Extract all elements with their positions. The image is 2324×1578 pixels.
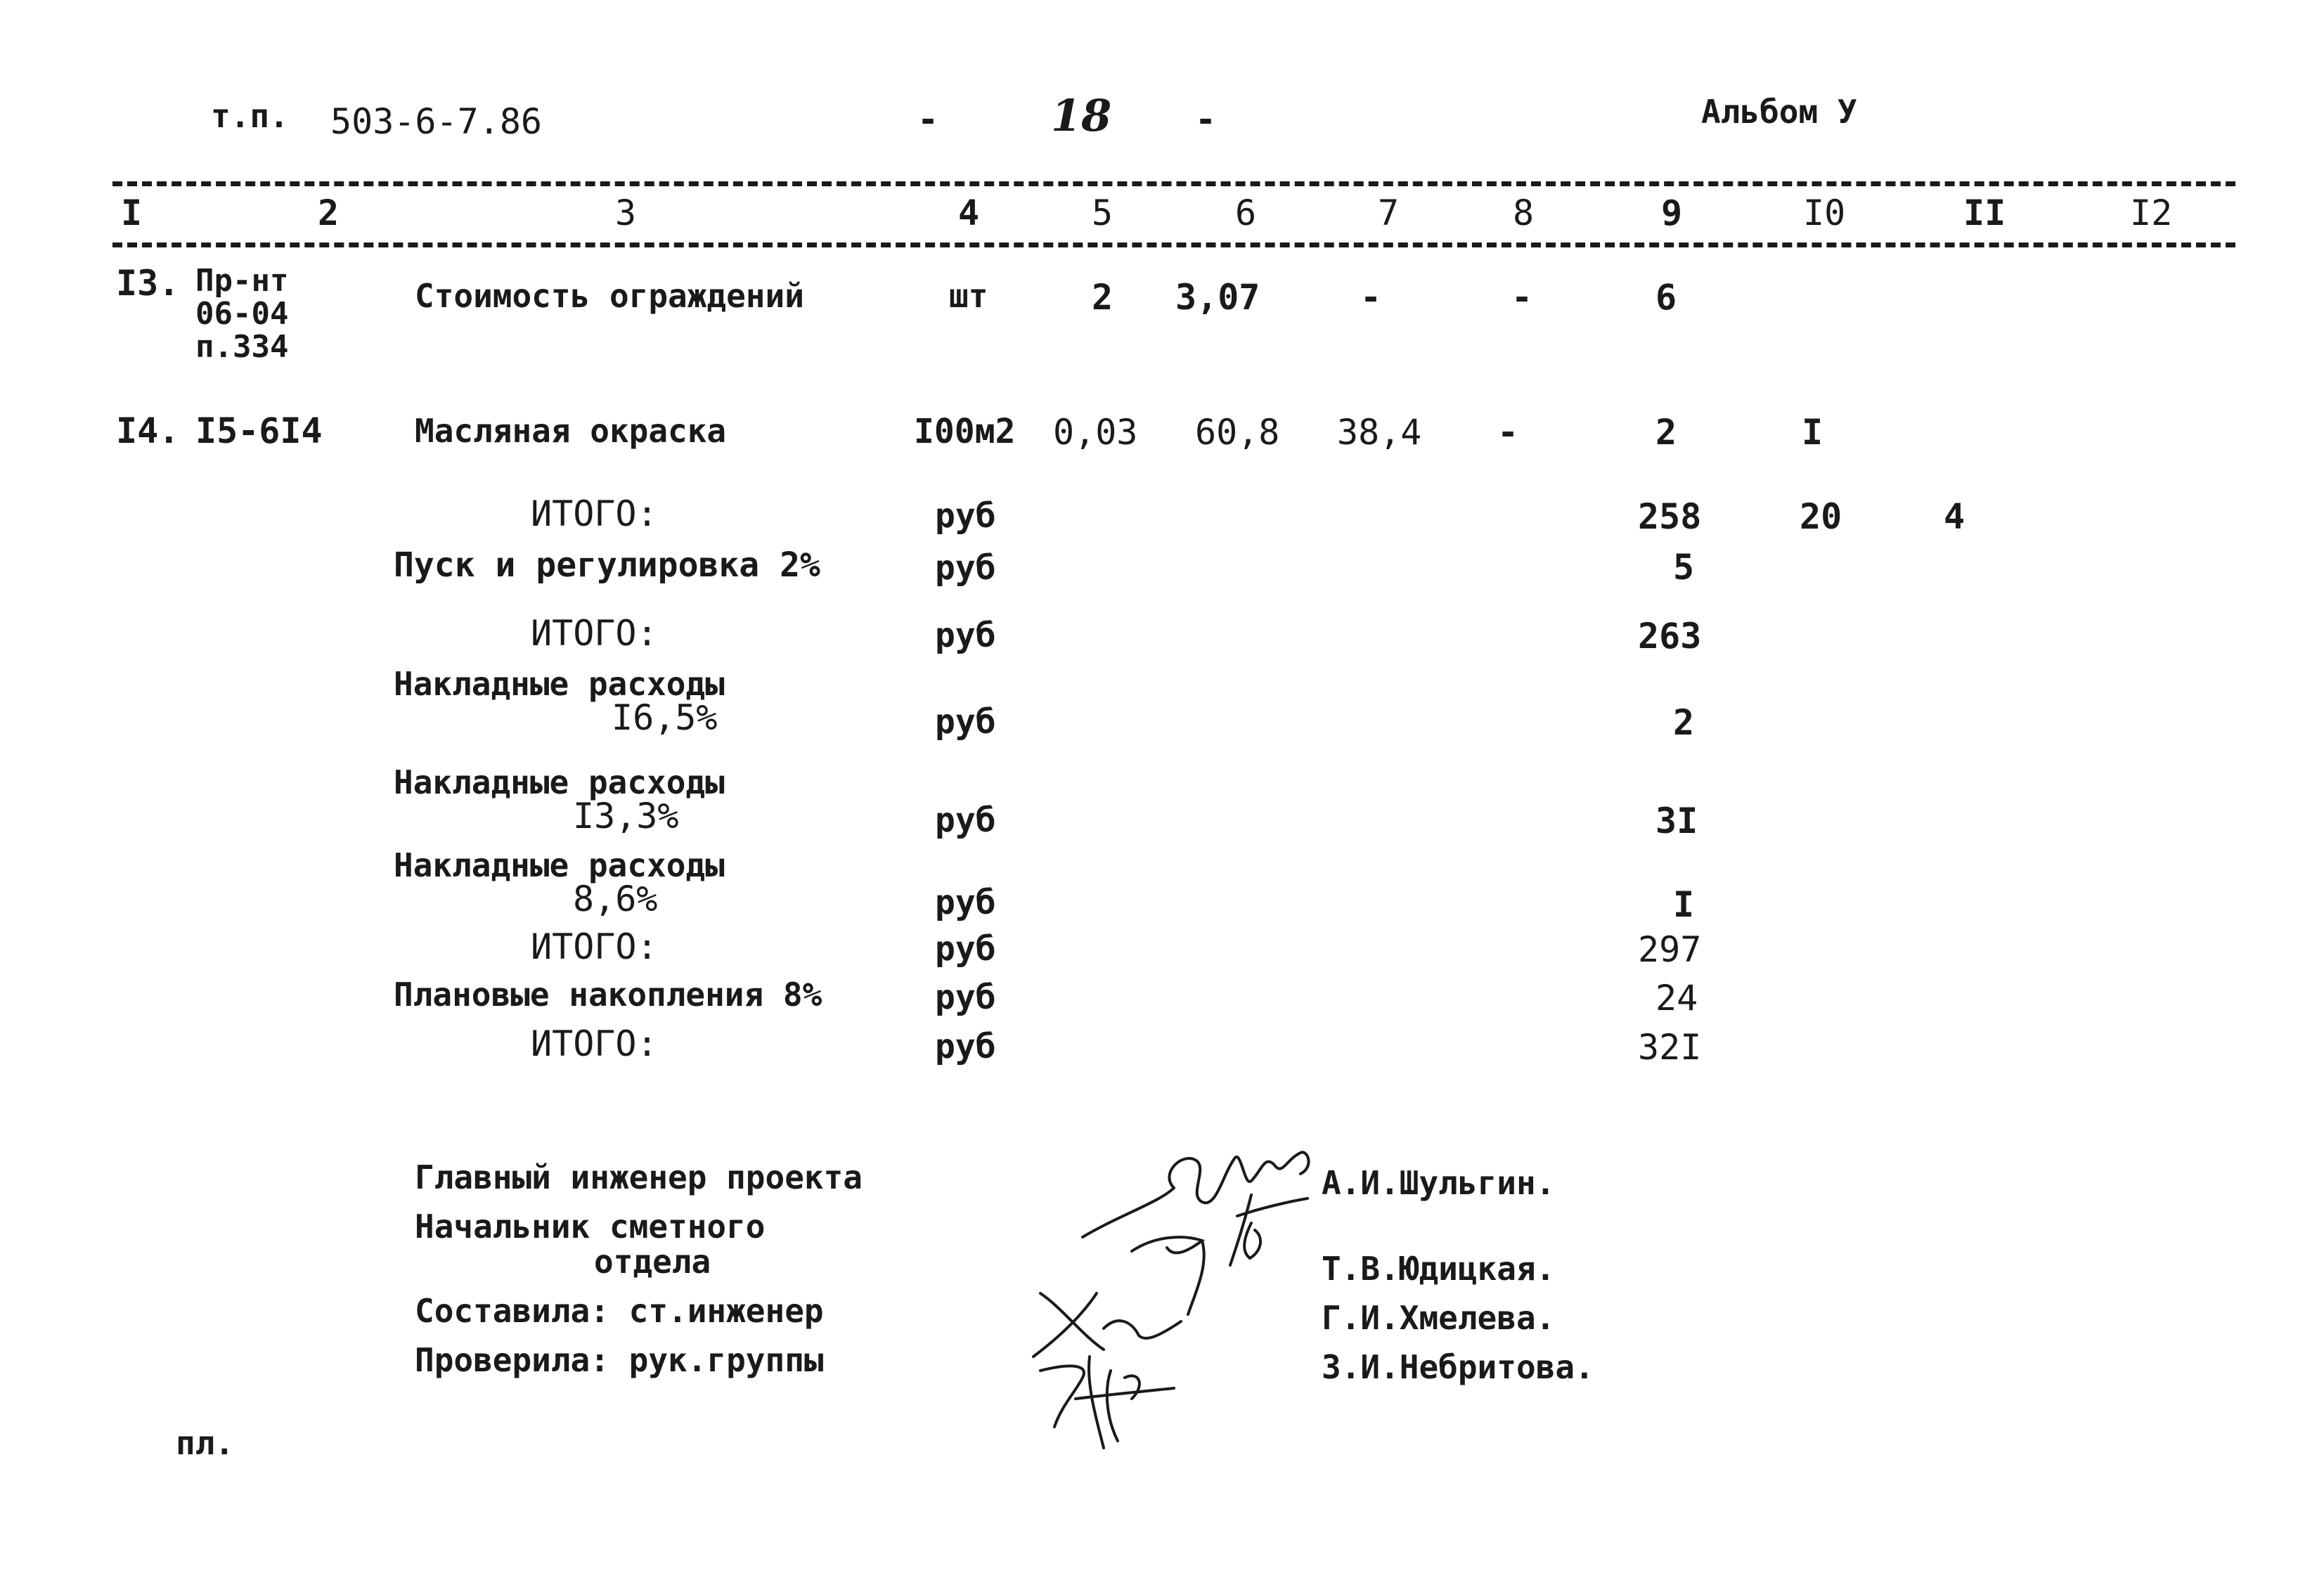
total-2-label: Пуск и регулировка 2% [394, 545, 820, 585]
row-13-c9: 6 [1655, 277, 1677, 318]
total-6-unit: руб [935, 883, 996, 922]
total-7-label: ИТОГО: [531, 926, 658, 967]
chief-engineer-name: А.И.Шульгин. [1322, 1164, 1556, 1202]
row-13-name: Стоимость ограждений [415, 277, 804, 315]
row-14-name: Масляная окраска [415, 412, 727, 450]
row-14-c8: - [1497, 412, 1519, 453]
total-3-label: ИТОГО: [531, 613, 658, 654]
col-1: I [121, 193, 143, 233]
total-3-unit: руб [935, 616, 996, 655]
col-4: 4 [958, 193, 980, 233]
signature-nebritova-icon [1033, 1350, 1202, 1455]
total-4-label: Накладные расходы [394, 665, 725, 703]
row-14-c7: 38,4 [1337, 412, 1422, 453]
row-13-code-2: 06-04 [195, 296, 289, 332]
row-14-c10: I [1802, 412, 1823, 453]
total-6-pct: 8,6% [573, 879, 658, 919]
total-2-c9: 5 [1673, 547, 1695, 588]
total-7-unit: руб [935, 929, 996, 969]
total-6-c9: I [1673, 884, 1695, 925]
page-number: 18 [1051, 90, 1112, 141]
row-13-num: I3. [116, 263, 180, 304]
total-5-label: Накладные расходы [394, 763, 725, 801]
total-2-unit: руб [935, 548, 996, 588]
total-9-unit: руб [935, 1027, 996, 1066]
doc-prefix: т.п. [211, 97, 289, 135]
compiler-name: Г.И.Хмелева. [1322, 1299, 1556, 1337]
total-5-c9: 3I [1655, 801, 1698, 841]
col-3: 3 [615, 193, 637, 233]
col-10: I0 [1803, 193, 1846, 233]
row-14-c9: 2 [1655, 412, 1677, 453]
footer-mark: пл. [176, 1424, 235, 1462]
col-9: 9 [1661, 193, 1683, 233]
total-4-c9: 2 [1673, 702, 1695, 743]
total-4-pct: I6,5% [612, 697, 718, 738]
total-7-c9: 297 [1638, 929, 1702, 970]
estimate-head-name: Т.В.Юдицкая. [1322, 1250, 1556, 1288]
checker-name: З.И.Небритова. [1322, 1348, 1594, 1386]
col-6: 6 [1235, 193, 1257, 233]
row-14-c6: 60,8 [1195, 412, 1280, 453]
doc-number: 503-6-7.86 [330, 101, 543, 142]
row-13-c5: 2 [1092, 277, 1113, 318]
row-14-num: I4. [116, 410, 180, 451]
estimate-head-role-1: Начальник сметного [415, 1208, 766, 1246]
estimate-head-role-2: отдела [594, 1243, 711, 1281]
album-label: Альбом У [1701, 93, 1857, 131]
total-5-unit: руб [935, 801, 996, 840]
header-rule-top [112, 181, 2235, 186]
total-5-pct: I3,3% [573, 796, 679, 836]
total-1-label: ИТОГО: [531, 493, 658, 534]
total-9-label: ИТОГО: [531, 1023, 658, 1064]
row-13-c6: 3,07 [1175, 277, 1260, 318]
total-3-c9: 263 [1638, 616, 1702, 657]
total-8-unit: руб [935, 978, 996, 1017]
total-9-c9: 32I [1638, 1027, 1702, 1068]
compiler-role: Составила: ст.инженер [415, 1292, 824, 1330]
row-14-c5: 0,03 [1053, 412, 1138, 453]
total-8-label: Плановые накопления 8% [394, 976, 822, 1014]
row-14-unit: I00м2 [914, 412, 1016, 451]
header-rule-bottom [112, 242, 2235, 247]
col-11: II [1963, 193, 2006, 233]
row-13-unit: шт [949, 277, 988, 315]
total-1-c10: 20 [1800, 496, 1842, 537]
total-1-c11: 4 [1944, 496, 1965, 537]
row-14-code: I5-6I4 [195, 410, 323, 451]
page-dash-left: - [917, 99, 939, 140]
checker-role: Проверила: рук.группы [415, 1341, 824, 1379]
col-12: I2 [2130, 193, 2173, 233]
total-4-unit: руб [935, 702, 996, 742]
total-6-label: Накладные расходы [394, 846, 725, 884]
col-8: 8 [1513, 193, 1535, 233]
total-8-c9: 24 [1655, 978, 1698, 1018]
row-13-c7: - [1360, 277, 1382, 318]
page-dash-right: - [1195, 99, 1217, 140]
total-1-unit: руб [935, 496, 996, 536]
col-2: 2 [318, 193, 340, 233]
row-13-code-1: Пр-нт [195, 263, 289, 299]
total-1-c9: 258 [1638, 496, 1702, 537]
row-13-code-3: п.334 [195, 329, 289, 365]
col-5: 5 [1092, 193, 1113, 233]
row-13-c8: - [1511, 277, 1533, 318]
chief-engineer-role: Главный инженер проекта [415, 1158, 863, 1196]
col-7: 7 [1378, 193, 1400, 233]
